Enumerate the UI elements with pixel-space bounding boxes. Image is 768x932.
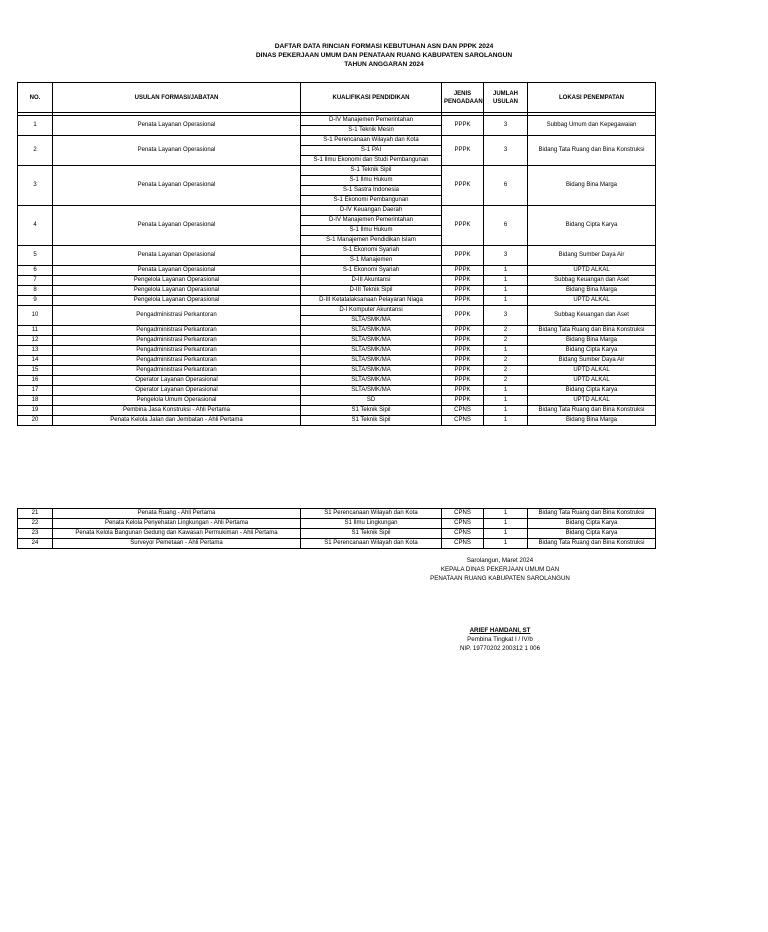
jumlah-usulan-cell: 6 — [484, 206, 528, 246]
jumlah-usulan-cell: 1 — [484, 396, 528, 406]
formasi-cell: Pengelola Umum Operasional — [53, 396, 301, 406]
jumlah-usulan-cell: 2 — [484, 376, 528, 386]
kualifikasi-cell: S-1 Ilmu Ekonomi dan Studi Pembangunan — [301, 156, 442, 166]
column-header-jenis: JENIS PENGADAAN — [442, 83, 484, 113]
column-header-no: NO. — [18, 83, 53, 113]
jenis-pengadaan-cell: CPNS — [442, 406, 484, 416]
row-number: 11 — [18, 326, 53, 336]
jumlah-usulan-cell: 2 — [484, 326, 528, 336]
table-row — [18, 336, 656, 346]
row-number: 10 — [18, 306, 53, 326]
row-number: 13 — [18, 346, 53, 356]
kualifikasi-cell: S-1 Ekonomi Syariah — [301, 246, 442, 256]
kualifikasi-cell: SLTA/SMK/MA — [301, 336, 442, 346]
jumlah-usulan-cell: 1 — [484, 286, 528, 296]
signature-position-line1: KEPALA DINAS PEKERJAAN UMUM DAN — [440, 566, 560, 573]
lokasi-penempatan-cell: Bidang Tata Ruang dan Bina Konstruksi — [528, 326, 656, 336]
jumlah-usulan-cell: 1 — [484, 519, 528, 529]
row-number: 12 — [18, 336, 53, 346]
row-number: 19 — [18, 406, 53, 416]
kualifikasi-cell: S1 Perencanaan Wilayah dan Kota — [301, 509, 442, 519]
kualifikasi-cell: SLTA/SMK/MA — [301, 346, 442, 356]
table-row — [18, 306, 656, 316]
jumlah-usulan-cell: 2 — [484, 336, 528, 346]
formasi-cell: Penata Layanan Operasional — [53, 246, 301, 266]
jenis-pengadaan-cell: PPPK — [442, 136, 484, 166]
lokasi-penempatan-cell: Bidang Cipta Karya — [528, 386, 656, 396]
jenis-pengadaan-cell: PPPK — [442, 376, 484, 386]
jumlah-usulan-cell: 1 — [484, 266, 528, 276]
kualifikasi-cell: D-IV Keuangan Daerah — [301, 206, 442, 216]
signature-place-date: Sarolangun, Maret 2024 — [466, 557, 534, 564]
lokasi-penempatan-cell: Bidang Tata Ruang dan Bina Konstruksi — [528, 509, 656, 519]
formasi-table-continued-body — [18, 509, 656, 549]
kualifikasi-cell: S-1 Ekonomi Syariah — [301, 266, 442, 276]
jumlah-usulan-cell: 1 — [484, 509, 528, 519]
lokasi-penempatan-cell: Bidang Sumber Daya Air — [528, 246, 656, 266]
table-row — [18, 539, 656, 549]
kualifikasi-cell: S-1 Sastra Indonesia — [301, 186, 442, 196]
lokasi-penempatan-cell: Bidang Bina Marga — [528, 286, 656, 296]
column-header-formasi: USULAN FORMASI/JABATAN — [53, 83, 301, 113]
column-header-lokasi: LOKASI PENEMPATAN — [528, 83, 656, 113]
jumlah-usulan-cell: 2 — [484, 366, 528, 376]
row-number: 5 — [18, 246, 53, 266]
formasi-cell: Pengelola Layanan Operasional — [53, 296, 301, 306]
jumlah-usulan-cell: 1 — [484, 296, 528, 306]
jenis-pengadaan-cell: PPPK — [442, 306, 484, 326]
table-row — [18, 246, 656, 256]
lokasi-penempatan-cell: UPTD ALKAL — [528, 266, 656, 276]
jumlah-usulan-cell: 6 — [484, 166, 528, 206]
jumlah-usulan-cell: 1 — [484, 416, 528, 426]
jumlah-usulan-cell: 3 — [484, 116, 528, 136]
signatory-name: ARIEF HAMDANI, ST — [469, 627, 531, 634]
jenis-pengadaan-cell: PPPK — [442, 116, 484, 136]
jenis-pengadaan-cell: CPNS — [442, 509, 484, 519]
table-row — [18, 296, 656, 306]
jenis-pengadaan-cell: PPPK — [442, 356, 484, 366]
jumlah-usulan-cell: 1 — [484, 539, 528, 549]
table-row — [18, 346, 656, 356]
table-row — [18, 266, 656, 276]
row-number: 17 — [18, 386, 53, 396]
jenis-pengadaan-cell: PPPK — [442, 366, 484, 376]
kualifikasi-cell: SLTA/SMK/MA — [301, 356, 442, 366]
row-number: 8 — [18, 286, 53, 296]
table-row — [18, 396, 656, 406]
kualifikasi-cell: SLTA/SMK/MA — [301, 366, 442, 376]
formasi-cell: Penata Layanan Operasional — [53, 116, 301, 136]
lokasi-penempatan-cell: UPTD ALKAL — [528, 366, 656, 376]
jenis-pengadaan-cell: PPPK — [442, 326, 484, 336]
table-row — [18, 366, 656, 376]
lokasi-penempatan-cell: Subbag Keuangan dan Aset — [528, 276, 656, 286]
lokasi-penempatan-cell: Bidang Bina Marga — [528, 416, 656, 426]
jenis-pengadaan-cell: PPPK — [442, 166, 484, 206]
lokasi-penempatan-cell: Bidang Tata Ruang dan Bina Konstruksi — [528, 406, 656, 416]
jenis-pengadaan-cell: PPPK — [442, 346, 484, 356]
signatory-nip: NIP. 19770202 200312 1 006 — [459, 645, 541, 652]
table-row — [18, 116, 656, 126]
kualifikasi-cell: S-1 Ilmu Hukum — [301, 226, 442, 236]
table-row — [18, 416, 656, 426]
row-number: 3 — [18, 166, 53, 206]
kualifikasi-cell: S-1 PAI — [301, 146, 442, 156]
formasi-cell: Pengadministrasi Perkantoran — [53, 326, 301, 336]
row-number: 14 — [18, 356, 53, 366]
lokasi-penempatan-cell: Bidang Cipta Karya — [528, 346, 656, 356]
formasi-cell: Penata Layanan Operasional — [53, 136, 301, 166]
lokasi-penempatan-cell: Bidang Bina Marga — [528, 166, 656, 206]
kualifikasi-cell: S-1 Teknik Mesin — [301, 126, 442, 136]
kualifikasi-cell: S1 Teknik Sipil — [301, 406, 442, 416]
jenis-pengadaan-cell: CPNS — [442, 416, 484, 426]
formasi-cell: Pengadministrasi Perkantoran — [53, 356, 301, 366]
lokasi-penempatan-cell: UPTD ALKAL — [528, 296, 656, 306]
formasi-cell: Penata Kelola Bangunan Gedung dan Kawasan Permukiman - Ahli Pertama — [53, 529, 301, 539]
signatory-rank: Pembina Tingkat I / IV/b — [467, 636, 533, 643]
lokasi-penempatan-cell: UPTD ALKAL — [528, 376, 656, 386]
row-number: 21 — [18, 509, 53, 519]
formasi-cell: Operator Layanan Operasional — [53, 386, 301, 396]
row-number: 6 — [18, 266, 53, 276]
jumlah-usulan-cell: 2 — [484, 356, 528, 366]
row-number: 7 — [18, 276, 53, 286]
table-row — [18, 529, 656, 539]
kualifikasi-cell: SLTA/SMK/MA — [301, 326, 442, 336]
row-number: 4 — [18, 206, 53, 246]
formasi-cell: Pengelola Layanan Operasional — [53, 276, 301, 286]
jenis-pengadaan-cell: PPPK — [442, 386, 484, 396]
kualifikasi-cell: SLTA/SMK/MA — [301, 316, 442, 326]
jumlah-usulan-cell: 1 — [484, 346, 528, 356]
document-title-line3: TAHUN ANGGARAN 2024 — [344, 61, 424, 68]
jenis-pengadaan-cell: CPNS — [442, 519, 484, 529]
table-row — [18, 136, 656, 146]
lokasi-penempatan-cell: Bidang Bina Marga — [528, 336, 656, 346]
row-number: 2 — [18, 136, 53, 166]
kualifikasi-cell: SLTA/SMK/MA — [301, 386, 442, 396]
row-number: 24 — [18, 539, 53, 549]
row-number: 1 — [18, 116, 53, 136]
table-row — [18, 286, 656, 296]
kualifikasi-cell: S-1 Perencanaan Wilayah dan Kota — [301, 136, 442, 146]
formasi-cell: Pengadministrasi Perkantoran — [53, 366, 301, 376]
table-row — [18, 276, 656, 286]
formasi-table-continued — [17, 508, 656, 549]
jenis-pengadaan-cell: PPPK — [442, 246, 484, 266]
table-row — [18, 166, 656, 176]
kualifikasi-cell: S1 Teknik Sipil — [301, 416, 442, 426]
table-row — [18, 376, 656, 386]
formasi-cell: Pengadministrasi Perkantoran — [53, 336, 301, 346]
jenis-pengadaan-cell: CPNS — [442, 539, 484, 549]
kualifikasi-cell: S1 Ilmu Lingkungan — [301, 519, 442, 529]
table-row — [18, 356, 656, 366]
kualifikasi-cell: S1 Teknik Sipil — [301, 529, 442, 539]
formasi-cell: Penata Kelola Jalan dan Jembatan - Ahli Pertama — [53, 416, 301, 426]
signature-position-line2: PENATAAN RUANG KABUPATEN SAROLANGUN — [430, 575, 570, 582]
lokasi-penempatan-cell: Bidang Tata Ruang dan Bina Konstruksi — [528, 539, 656, 549]
kualifikasi-cell: D-IV Manajemen Pemerintahan — [301, 216, 442, 226]
formasi-table-body — [18, 116, 656, 426]
document-title-line2: DINAS PEKERJAAN UMUM DAN PENATAAN RUANG KABUPATEN SAROLANGUN — [255, 52, 513, 59]
kualifikasi-cell: SD — [301, 396, 442, 406]
jenis-pengadaan-cell: PPPK — [442, 336, 484, 346]
formasi-cell: Penata Kelola Penyehatan Lingkungan - Ahli Pertama — [53, 519, 301, 529]
table-header-row — [18, 83, 656, 113]
table-row — [18, 519, 656, 529]
formasi-cell: Penata Layanan Operasional — [53, 166, 301, 206]
document-title-line1: DAFTAR DATA RINCIAN FORMASI KEBUTUHAN ASN DAN PPPK 2024 — [274, 43, 494, 50]
row-number: 18 — [18, 396, 53, 406]
jumlah-usulan-cell: 3 — [484, 306, 528, 326]
kualifikasi-cell: D-III Teknik Sipil — [301, 286, 442, 296]
jumlah-usulan-cell: 1 — [484, 386, 528, 396]
formasi-cell: Pengadministrasi Perkantoran — [53, 306, 301, 326]
row-number: 22 — [18, 519, 53, 529]
lokasi-penempatan-cell: Subbag Keuangan dan Aset — [528, 306, 656, 326]
formasi-cell: Operator Layanan Operasional — [53, 376, 301, 386]
lokasi-penempatan-cell: Bidang Sumber Daya Air — [528, 356, 656, 366]
formasi-cell: Penata Ruang - Ahli Pertama — [53, 509, 301, 519]
kualifikasi-cell: S1 Perencanaan Wilayah dan Kota — [301, 539, 442, 549]
jumlah-usulan-cell: 3 — [484, 136, 528, 166]
column-header-kualifikasi: KUALIFIKASI PENDIDIKAN — [301, 83, 442, 113]
formasi-table — [17, 82, 656, 426]
lokasi-penempatan-cell: Bidang Cipta Karya — [528, 519, 656, 529]
jenis-pengadaan-cell: PPPK — [442, 286, 484, 296]
jenis-pengadaan-cell: PPPK — [442, 396, 484, 406]
kualifikasi-cell: SLTA/SMK/MA — [301, 376, 442, 386]
kualifikasi-cell: S-1 Manajemen Pendidikan Islam — [301, 236, 442, 246]
formasi-cell: Pengelola Layanan Operasional — [53, 286, 301, 296]
row-number: 23 — [18, 529, 53, 539]
lokasi-penempatan-cell: Bidang Tata Ruang dan Bina Konstruksi — [528, 136, 656, 166]
table-row — [18, 509, 656, 519]
kualifikasi-cell: S-1 Ekonomi Pembangunan — [301, 196, 442, 206]
jumlah-usulan-cell: 1 — [484, 529, 528, 539]
table-row — [18, 206, 656, 216]
formasi-cell: Pengadministrasi Perkantoran — [53, 346, 301, 356]
table-row — [18, 326, 656, 336]
jumlah-usulan-cell: 1 — [484, 406, 528, 416]
lokasi-penempatan-cell: Bidang Cipta Karya — [528, 206, 656, 246]
kualifikasi-cell: D-III Akuntansi — [301, 276, 442, 286]
jenis-pengadaan-cell: PPPK — [442, 276, 484, 286]
table-row — [18, 386, 656, 396]
formasi-cell: Surveyor Pemetaan - Ahli Pertama — [53, 539, 301, 549]
formasi-cell: Penata Layanan Operasional — [53, 206, 301, 246]
table-row — [18, 406, 656, 416]
row-number: 20 — [18, 416, 53, 426]
jumlah-usulan-cell: 1 — [484, 276, 528, 286]
row-number: 9 — [18, 296, 53, 306]
jenis-pengadaan-cell: CPNS — [442, 529, 484, 539]
formasi-cell: Penata Layanan Operasional — [53, 266, 301, 276]
jenis-pengadaan-cell: PPPK — [442, 206, 484, 246]
jenis-pengadaan-cell: PPPK — [442, 296, 484, 306]
kualifikasi-cell: S-1 Ilmu Hukum — [301, 176, 442, 186]
row-number: 15 — [18, 366, 53, 376]
lokasi-penempatan-cell: UPTD ALKAL — [528, 396, 656, 406]
kualifikasi-cell: S-1 Teknik Sipil — [301, 166, 442, 176]
lokasi-penempatan-cell: Bidang Cipta Karya — [528, 529, 656, 539]
kualifikasi-cell: D-I Komputer Akuntansi — [301, 306, 442, 316]
jumlah-usulan-cell: 3 — [484, 246, 528, 266]
kualifikasi-cell: S-1 Manajemen — [301, 256, 442, 266]
lokasi-penempatan-cell: Subbag Umum dan Kepegawaian — [528, 116, 656, 136]
column-header-jumlah: JUMLAH USULAN — [484, 83, 528, 113]
kualifikasi-cell: D-III Ketatalaksanaan Pelayaran Niaga — [301, 296, 442, 306]
kualifikasi-cell: D-IV Manajemen Pemerintahan — [301, 116, 442, 126]
row-number: 16 — [18, 376, 53, 386]
jenis-pengadaan-cell: PPPK — [442, 266, 484, 276]
formasi-cell: Pembina Jasa Konstruksi - Ahli Pertama — [53, 406, 301, 416]
